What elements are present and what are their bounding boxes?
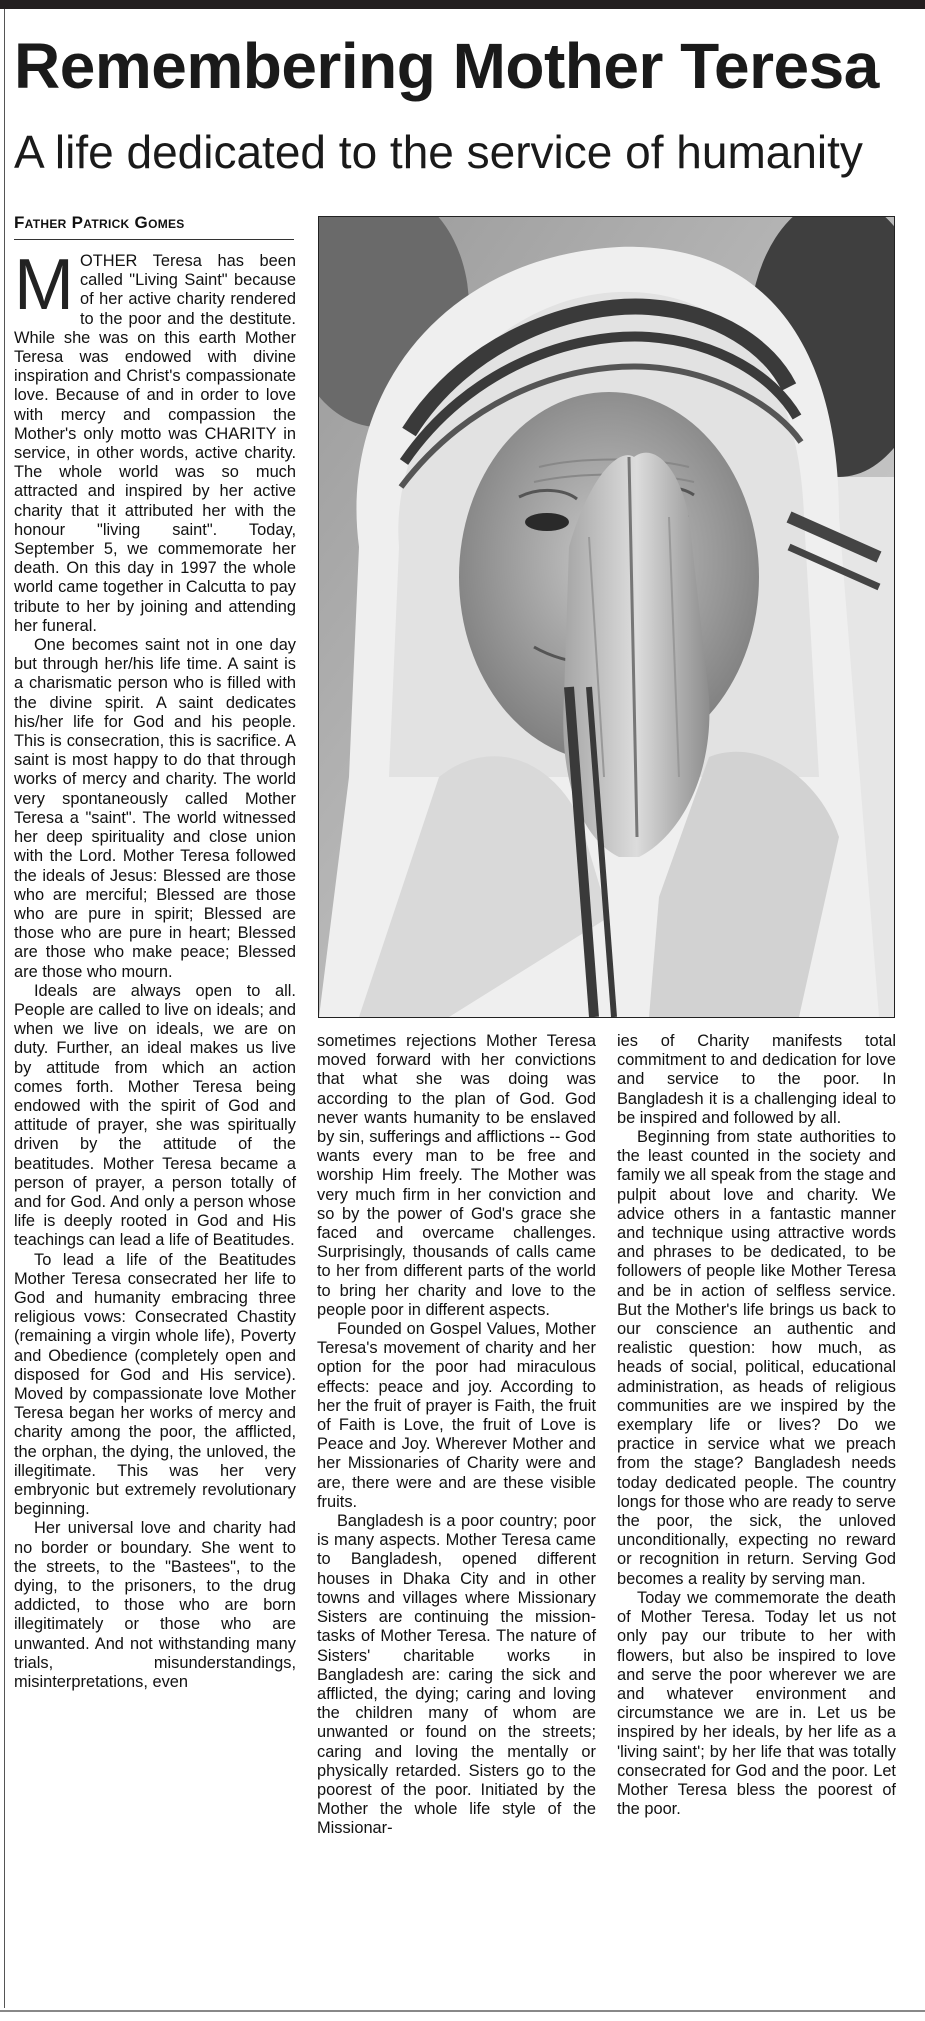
paragraph-7-cont: ies of Charity manifests total commitment to and dedication for love and service to the poor. In Bangladesh it is a challenging ideal to be inspired and followed by all. [617,1032,896,1127]
paragraph-5-cont: sometimes rejections Mother Teresa moved forward with her convictions that what she was doing was according to the plan of God. God never wants humanity to be enslaved by sin, sufferings and afflictions -- God wants every man to be free and worship Him freely. The Mother was very much firm in her conviction and so by the power of God's grace she faced and overcame challenges. Surprisingly, thousands of calls came to her from different parts of the world to bring her charity and love to the people poor in different aspects. [317,1032,596,1319]
paragraph-1-text: OTHER Teresa has been called "Living Saint" because of her active charity rendered to the poor and the destitute. While she was on this earth Mother Teresa was endowed with divine inspiration and Christ's compassionate love. Because of and in order to love with mercy and compassion the Mother's only motto was CHARITY in service, in other words, active charity. The whole world was so much attracted and inspired by her active charity that it attributed her with the honour "living saint". Today, September 5, we commemorate her death. On this day in 1997 the whole world came together in Calcutta to pay tribute to her by joining and attending her funeral. [14,252,296,635]
paragraph-2: One becomes saint not in one day but through her/his life time. A saint is a charismatic person who is filled with the divine spirit. A saint dedicates his/her life for God and his people. This is consecration, this is sacrifice. A saint is most happy to do that through works of mercy and charity. The world very spontaneously called Mother Teresa a "saint". The world witnessed her deep spirituality and close union with the Lord. Mother Teresa followed the ideals of Jesus: Blessed are those who are merciful; Blessed are those who are pure in spirit; Blessed are those who are pure in heart; Blessed are those who make peace; Blessed are those who mourn. [14,636,296,981]
paragraph-5: Her universal love and charity had no border or boundary. She went to the streets, to the "Bastees", to the dying, to the prisoners, to the drug addicted, to those who are born illegitimately or those who are unwanted. And not withstanding many trials, misunderstandings, misinterpretations, even [14,1519,296,1692]
subheadline: A life dedicated to the service of humanity [14,126,863,178]
mother-teresa-praying-icon [319,217,894,1017]
headline: Remembering Mother Teresa [14,30,879,102]
paragraph-3: Ideals are always open to all. People are called to live on ideals; and when we live on ideals, we are on duty. Further, an ideal makes us live by attitude from which an action comes forth. Mother Teresa being endowed with the spirit of God and attitude of prayer, she was spiritually driven by the attitude of the beatitudes. Mother Teresa became a person of prayer, a person totally of and for God. And only a person whose life is deeply rooted in God and His teachings can lead a life of Beatitudes. [14,981,296,1250]
top-rule [0,0,925,9]
left-rule [4,9,5,2011]
paragraph-7: Bangladesh is a poor country; poor is many aspects. Mother Teresa came to Bangladesh, opened different houses in Dhaka City and in other towns and villages where Missionary Sisters are continuing the mission-tasks of Mother Teresa. The nature of Sisters' charitable works in Bangladesh are: caring the sick and afflicted, the dying; caring and loving the children many of whom are unwanted or found on the streets; caring and loving the mentally or physically retarded. Sisters go to the poorest of the poor. Initiated by the Mother the whole life style of the Missionar- [317,1512,596,1838]
mother-teresa-photo [318,216,895,1018]
paragraph-8: Beginning from state authorities to the least counted in the society and family we all speak from the stage and pulpit about love and charity. We advice others in a fantastic manner and technique using attractive words and phrases to be dedicated, to be followers of people like Mother Teresa and be in action of selfless service. But the Mother's life brings us back to our conscience an authentic and realistic question: how much, as heads of social, political, educational administration, as heads of religious communities are we inspired by the exemplary life or lives? Do we practice in service what we preach from the stage? Bangladesh needs today dedicated people. The country longs for those who are ready to serve the poor, the sick, the unloved unconditionally, expecting no reward or recognition in return. Serving God becomes a reality by serving man. [617,1128,896,1588]
drop-cap: M [14,245,74,325]
article-column-3 [617,1032,896,1819]
article-column-1 [14,245,296,1692]
paragraph-6: Founded on Gospel Values, Mother Teresa's movement of charity and her option for the poor had miraculous effects: peace and joy. According to her the fruit of prayer is Faith, the fruit of Faith is Love, the fruit of Love is Peace and Joy. Wherever Mother and her Missionaries of Charity were and are, there were and are these visible fruits. [317,1320,596,1511]
paragraph-4: To lead a life of the Beatitudes Mother Teresa consecrated her life to God and humanity embracing three religious vows: Consecrated Chastity (remaining a virgin whole life), Poverty and Obedience (completely open and disposed for God and His service). Moved by compassionate love Mother Teresa began her works of mercy and charity among the poor, the afflicted, the orphan, the dying, the unloved, the illegitimate. This was her very embryonic but extremely revolutionary beginning. [14,1250,296,1519]
article-column-2 [317,1032,596,1839]
byline: Father Patrick Gomes [14,212,294,240]
paragraph-1 [14,245,296,636]
bottom-rule [0,2010,925,2012]
paragraph-9: Today we commemorate the death of Mother Teresa. Today let us not only pay our tribute to her with flowers, but also be inspired to love and serve the poor wherever we are and whatever environment and circumstance we are in. Let us be inspired by her ideals, by her life as a 'living saint'; by her life that was totally consecrated for God and the poor. Let Mother Teresa bless the poorest of the poor. [617,1588,896,1819]
